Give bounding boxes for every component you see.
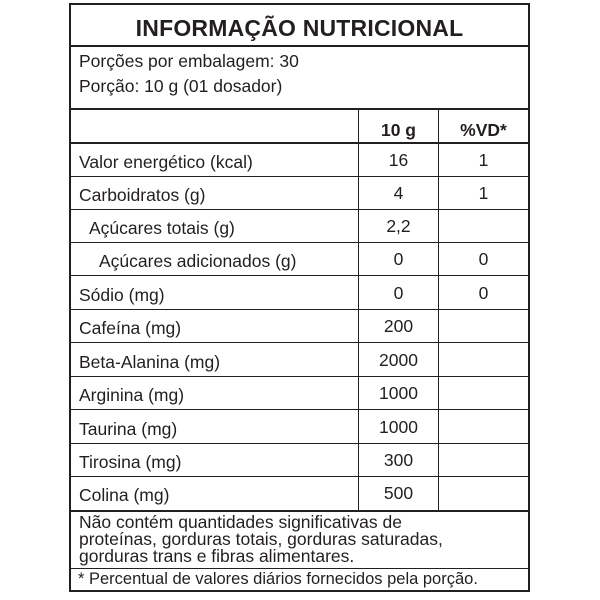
servings-per-package: Porções por embalagem: 30 (79, 51, 299, 71)
nutrient-name: Açúcares adicionados (g) (99, 251, 297, 271)
nutrient-amount: 1000 (379, 383, 418, 403)
row-divider (71, 176, 528, 177)
row-divider (71, 309, 528, 310)
nutrient-dv: 0 (478, 283, 489, 303)
nutrient-name: Arginina (mg) (79, 385, 185, 405)
serving-size: Porção: 10 g (01 dosador) (79, 76, 283, 96)
serving-divider (71, 108, 528, 110)
row-divider (71, 443, 528, 444)
dv-note: * Percentual de valores diários fornecidos pela porção. (78, 570, 478, 588)
row-divider (71, 209, 528, 210)
dv-column-header: %VD* (460, 120, 507, 140)
row-divider (71, 476, 528, 477)
nutrient-amount: 500 (383, 483, 414, 503)
footnote-divider (71, 568, 528, 569)
nutrient-dv: 0 (478, 249, 489, 269)
nutrient-name: Valor energético (kcal) (79, 152, 253, 172)
nutrient-amount: 2000 (379, 350, 418, 370)
row-divider (71, 376, 528, 377)
label-title: INFORMAÇÃO NUTRICIONAL (135, 15, 464, 41)
nutrient-name: Colina (mg) (79, 485, 170, 505)
nutrient-amount: 200 (383, 316, 414, 336)
nutrient-name: Taurina (mg) (79, 419, 178, 439)
title-divider (71, 45, 528, 47)
nutrient-name: Cafeína (mg) (79, 318, 182, 338)
nutrient-amount: 0 (393, 283, 404, 303)
nutrient-amount: 1000 (379, 417, 418, 437)
nutrient-name: Tirosina (mg) (79, 452, 182, 472)
header-divider (71, 142, 528, 144)
nutrient-amount: 2,2 (386, 216, 411, 236)
nutrient-name: Sódio (mg) (79, 285, 165, 305)
nutrient-dv: 1 (478, 150, 489, 170)
nutrient-name: Carboidratos (g) (79, 185, 206, 205)
nutrient-name: Beta-Alanina (mg) (79, 352, 221, 372)
row-divider (71, 275, 528, 276)
nutrient-amount: 16 (388, 150, 409, 170)
footnote-line: Não contém quantidades significativas de (79, 512, 402, 532)
footnote-line: gorduras trans e fibras alimentares. (79, 546, 355, 566)
nutrient-amount: 0 (393, 249, 404, 269)
nutrient-dv: 1 (478, 183, 489, 203)
row-divider (71, 409, 528, 410)
footnote (79, 514, 443, 565)
row-divider (71, 242, 528, 243)
nutrient-amount: 4 (393, 183, 404, 203)
nutrient-name: Açúcares totais (g) (89, 218, 235, 238)
amount-column-header: 10 g (380, 120, 417, 140)
nutrient-amount: 300 (383, 450, 414, 470)
row-divider (71, 342, 528, 343)
footnote-line: proteínas, gorduras totais, gorduras saturadas, (79, 529, 443, 549)
nutrition-label (69, 3, 530, 592)
